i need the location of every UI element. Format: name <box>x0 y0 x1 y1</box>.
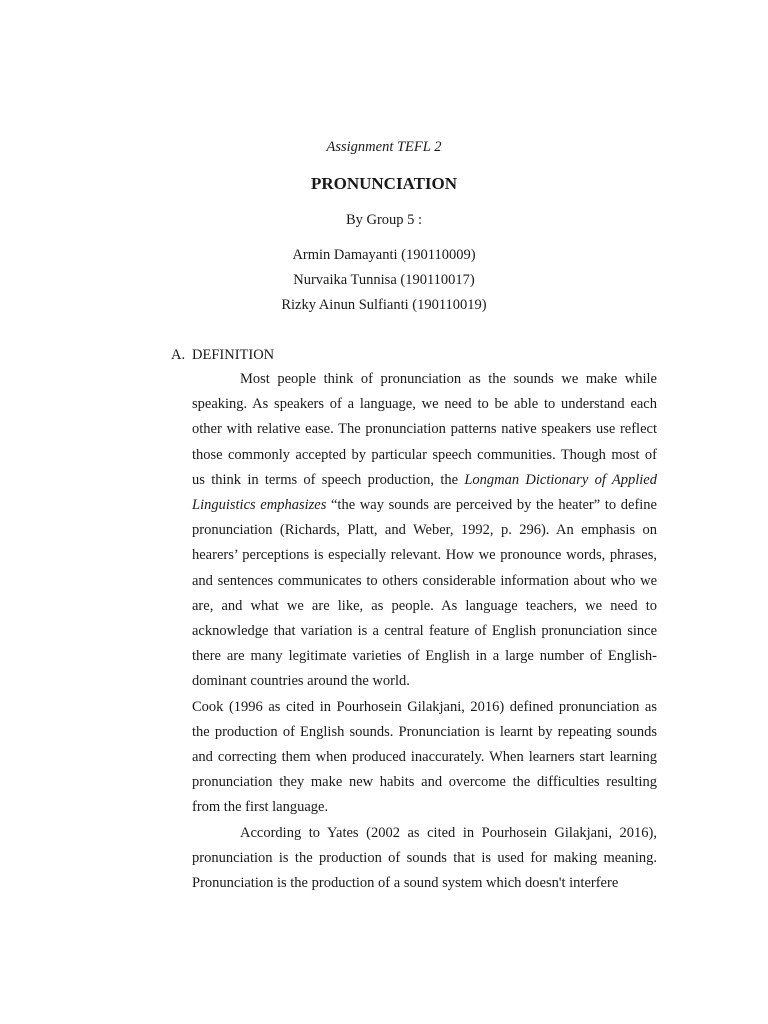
group-member: Armin Damayanti (190110009) <box>292 247 476 263</box>
group-member: Nurvaika Tunnisa (190110017) <box>293 272 475 288</box>
paragraph <box>192 367 657 695</box>
section-letter: A. <box>171 347 186 363</box>
paragraph-text: “the way sounds are perceived by the heater” to define pronunciation (Richards, Platt, and Weber, 1992, p. 296). An emphasis on hearers’ perceptions is especially relevant. How we pronounce words, phrases, and sentences communicates to others considerable information about who we are, and what we are like, as people. As language teachers, we need to acknowledge that variation is a central feature of English pronunciation since there are many legitimate varieties of English in a large number of English-dominant countries around the world. <box>192 497 657 690</box>
italic-citation: Longman Dictionary of Applied Linguistics emphasizes <box>192 471 657 514</box>
group-label: By Group 5 : <box>345 212 423 228</box>
body-text <box>192 367 657 896</box>
section-heading <box>171 346 274 364</box>
paragraph: Cook (1996 as cited in Pourhosein Gilakjani, 2016) defined pronunciation as the production of English sounds. Pronunciation is learnt by repeating sounds and correcting them when produced inaccurately. When learners start learning pronunciation they make new habits and overcome the difficulties resulting from the first language. <box>192 698 657 816</box>
group-member: Rizky Ainun Sulfianti (190110019) <box>281 297 487 313</box>
document-title: PRONUNCIATION <box>310 174 458 193</box>
assignment-label: Assignment TEFL 2 <box>326 139 442 155</box>
paragraph: According to Yates (2002 as cited in Pourhosein Gilakjani, 2016), pronunciation is the production of sounds that is used for making meaning. Pronunciation is the production of a sound system which doesn't interfere <box>192 824 657 892</box>
section-title: DEFINITION <box>192 347 275 363</box>
paragraph-text: Most people think of pronunciation as the sounds we make while speaking. As speakers of a language, we need to be able to understand each other with relative ease. The pronunciation patterns native speakers use reflect those commonly accepted by particular speech communities. Though most of us think in terms of speech production, the <box>192 371 657 488</box>
